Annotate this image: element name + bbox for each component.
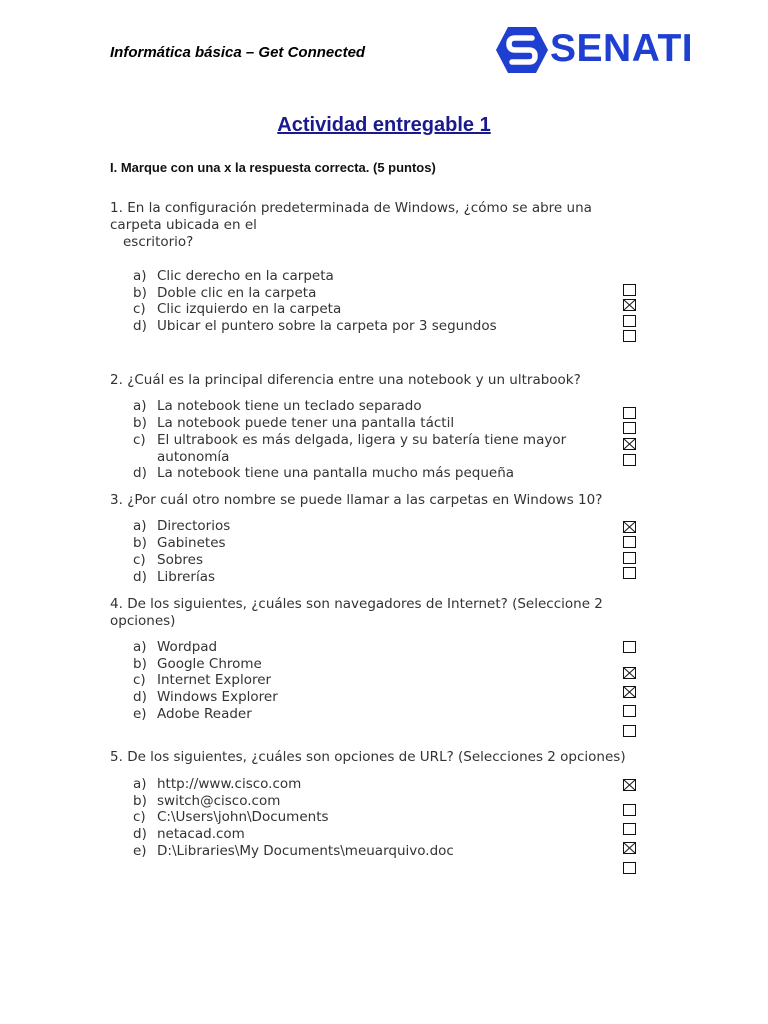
option-1a [133,268,334,285]
header-title: Informática básica – Get Connected [110,44,366,61]
option-letter: a) [133,776,147,792]
option-text: Librerías [157,569,216,585]
x-mark-icon [624,668,635,678]
checkbox[interactable] [623,862,636,874]
option-letter: a) [133,639,147,655]
question-text: De los siguientes, ¿cuáles son opciones de URL? (Selecciones 2 opciones) [127,749,626,765]
option-text: Gabinetes [157,535,226,551]
option-1c [133,301,341,318]
option-text: C:\Users\john\Documents [157,809,329,825]
option-letter: d) [133,465,147,481]
section-title: I. Marque con una x la respuesta correcta. (5 puntos) [110,160,436,175]
question-number: 5. [110,749,123,765]
question-4 [110,596,640,630]
option-text: Windows Explorer [157,689,278,705]
senati-logo-icon [494,25,550,75]
option-letter: c) [133,432,146,448]
option-letter: c) [133,672,146,688]
x-mark-icon [624,780,635,790]
x-mark-icon [624,843,635,853]
question-1 [110,200,640,251]
x-mark-icon [624,439,635,449]
option-5c [133,809,329,826]
checkbox[interactable] [623,705,636,717]
question-number: 3. [110,492,123,508]
question-2 [110,372,640,389]
checkbox[interactable] [623,330,636,342]
checkbox[interactable] [623,641,636,653]
checkbox-checked[interactable] [623,521,636,533]
option-3b [133,535,226,552]
option-4c [133,672,271,689]
question-text: En la configuración predeterminada de Windows, ¿cómo se abre una carpeta ubicada en el [110,200,592,233]
option-text: Directorios [157,518,231,534]
checkbox-checked[interactable] [623,438,636,450]
checkbox-checked[interactable] [623,299,636,311]
option-letter: b) [133,656,147,672]
checkbox[interactable] [623,422,636,434]
option-letter: e) [133,843,147,859]
option-letter: a) [133,518,147,534]
option-letter: c) [133,809,146,825]
option-text: La notebook tiene un teclado separado [157,398,422,414]
checkbox[interactable] [623,725,636,737]
question-text: De los siguientes, ¿cuáles son navegadores de Internet? (Seleccione 2 [127,596,603,612]
option-1b [133,285,316,302]
question-number: 1. [110,200,123,216]
x-mark-icon [624,522,635,532]
option-text: La notebook puede tener una pantalla táctil [157,415,455,431]
option-letter: b) [133,793,147,809]
question-text-continued: opciones) [110,613,176,629]
option-1d [133,318,497,335]
checkbox-checked[interactable] [623,686,636,698]
option-4d [133,689,278,706]
option-5b [133,793,280,810]
checkbox[interactable] [623,407,636,419]
option-4a [133,639,217,656]
option-text: Internet Explorer [157,672,272,688]
x-mark-icon [624,687,635,697]
checkbox[interactable] [623,552,636,564]
option-text: Doble clic en la carpeta [157,285,317,301]
option-text: Sobres [157,552,203,568]
option-text: Ubicar el puntero sobre la carpeta por 3 segundos [157,318,497,334]
option-letter: a) [133,268,147,284]
option-letter: c) [133,552,146,568]
option-letter: d) [133,826,147,842]
option-5d [133,826,245,843]
question-number: 2. [110,372,123,388]
option-2b [133,415,454,432]
checkbox[interactable] [623,315,636,327]
checkbox-checked[interactable] [623,667,636,679]
option-4e [133,706,252,723]
option-text: Google Chrome [157,656,262,672]
option-letter: d) [133,569,147,585]
question-number: 4. [110,596,123,612]
checkbox[interactable] [623,567,636,579]
checkbox[interactable] [623,804,636,816]
option-2c [133,432,566,465]
question-text: ¿Por cuál otro nombre se puede llamar a las carpetas en Windows 10? [127,492,603,508]
option-text-line1: El ultrabook es más delgada, ligera y su batería tiene mayor [157,432,567,448]
senati-logo [494,25,694,75]
option-letter: b) [133,415,147,431]
option-text: Wordpad [157,639,218,655]
option-3d [133,569,215,586]
option-5a [133,776,301,793]
option-letter: d) [133,318,147,334]
option-3c [133,552,203,569]
option-letter: d) [133,689,147,705]
option-2d [133,465,514,482]
option-text: Adobe Reader [157,706,252,722]
question-text-continued: escritorio? [123,234,194,250]
question-3 [110,492,640,509]
option-letter: c) [133,301,146,317]
option-text: La notebook tiene una pantalla mucho más pequeña [157,465,515,481]
question-text: ¿Cuál es la principal diferencia entre una notebook y un ultrabook? [127,372,581,388]
logo-text: SENATI [550,27,694,70]
document-title: Actividad entregable 1 [277,114,491,136]
checkbox[interactable] [623,536,636,548]
option-text: switch@cisco.com [157,793,281,809]
option-text-line2: autonomía [157,448,230,465]
option-text: netacad.com [157,826,245,842]
option-5e [133,843,454,860]
checkbox-checked[interactable] [623,842,636,854]
checkbox[interactable] [623,823,636,835]
option-letter: a) [133,398,147,414]
x-mark-icon [624,300,635,310]
option-text: Clic derecho en la carpeta [157,268,334,284]
option-3a [133,518,230,535]
checkbox[interactable] [623,454,636,466]
option-letter: e) [133,706,147,722]
option-text: http://www.cisco.com [157,776,302,792]
option-text: D:\Libraries\My Documents\meuarquivo.doc [157,843,454,859]
checkbox-checked[interactable] [623,779,636,791]
option-text [157,432,566,465]
option-2a [133,398,422,415]
checkbox[interactable] [623,284,636,296]
option-4b [133,656,262,673]
option-letter: b) [133,285,147,301]
option-letter: b) [133,535,147,551]
question-5 [110,749,640,766]
option-text: Clic izquierdo en la carpeta [157,301,342,317]
